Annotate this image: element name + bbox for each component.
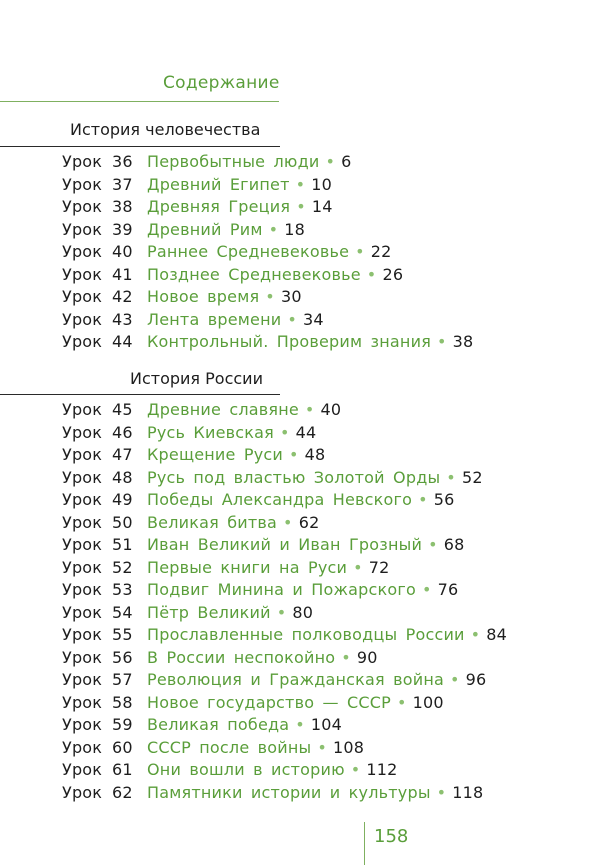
- lesson-row: [62, 399, 507, 422]
- lesson-number: 43: [112, 309, 133, 329]
- lesson-number: 46: [112, 422, 133, 442]
- bullet-separator: •: [295, 715, 305, 734]
- lesson-row: [62, 422, 507, 445]
- lesson-title: Великая победа: [147, 715, 290, 734]
- lesson-word: Урок: [62, 670, 103, 689]
- lesson-page: 76: [437, 580, 459, 599]
- bullet-separator: •: [350, 760, 361, 779]
- lesson-word: Урок: [62, 309, 103, 329]
- lesson-page: 100: [412, 692, 444, 712]
- lesson-number: 57: [112, 670, 133, 689]
- lesson-number: 51: [112, 535, 133, 554]
- section-divider: [0, 394, 280, 395]
- bullet-separator: •: [436, 782, 447, 802]
- lesson-page: 44: [295, 422, 317, 442]
- lesson-number: 58: [112, 692, 133, 712]
- lesson-word: Урок: [62, 242, 103, 261]
- lesson-title: Контрольный. Проверим знания: [147, 332, 432, 351]
- lesson-number: 49: [112, 490, 133, 509]
- lesson-number: 44: [112, 332, 133, 351]
- lesson-title: СССР после войны: [147, 737, 312, 757]
- lesson-word: Урок: [62, 422, 103, 442]
- bullet-separator: •: [450, 670, 460, 689]
- lesson-word: Урок: [62, 512, 103, 532]
- bullet-separator: •: [295, 174, 306, 194]
- lesson-row: [62, 782, 507, 805]
- bullet-separator: •: [296, 197, 306, 216]
- lesson-number: 47: [112, 445, 133, 464]
- lesson-word: Урок: [62, 625, 103, 644]
- bullet-separator: •: [396, 692, 407, 712]
- lesson-row: [62, 669, 507, 692]
- lesson-row: [62, 692, 507, 715]
- lesson-row: [62, 557, 507, 580]
- lesson-list-world-history: [62, 151, 473, 354]
- lesson-title: Новое государство — СССР: [147, 692, 391, 712]
- lesson-word: Урок: [62, 287, 103, 306]
- lesson-row: [62, 737, 507, 760]
- lesson-title: Первобытные люди: [147, 152, 320, 171]
- lesson-title: Революция и Гражданская война: [147, 670, 445, 689]
- lesson-number: 38: [112, 197, 133, 216]
- lesson-row: [62, 579, 507, 602]
- bullet-separator: •: [421, 580, 432, 599]
- bullet-separator: •: [276, 602, 287, 622]
- lesson-title: Раннее Средневековье: [147, 242, 350, 261]
- lesson-number: 39: [112, 219, 133, 239]
- lesson-page: 10: [311, 174, 333, 194]
- lesson-number: 42: [112, 287, 133, 306]
- lesson-word: Урок: [62, 602, 103, 622]
- lesson-page: 84: [486, 625, 508, 644]
- lesson-row: [62, 444, 507, 467]
- lesson-page: 118: [452, 782, 484, 802]
- lesson-page: 72: [368, 557, 390, 577]
- lesson-page: 104: [310, 715, 343, 734]
- lesson-page: 90: [356, 647, 378, 667]
- lesson-page: 38: [452, 332, 474, 351]
- lesson-page: 68: [443, 535, 465, 554]
- bullet-separator: •: [325, 152, 336, 171]
- lesson-title: Древние славяне: [147, 400, 299, 419]
- lesson-title: Позднее Средневековье: [147, 264, 361, 284]
- lesson-title: Русь Киевская: [147, 422, 274, 442]
- lesson-word: Урок: [62, 467, 103, 487]
- lesson-word: Урок: [62, 737, 103, 757]
- lesson-title: Пётр Великий: [147, 602, 271, 622]
- bullet-separator: •: [287, 309, 297, 329]
- lesson-title: Первые книги на Руси: [147, 557, 348, 577]
- footer-divider: [364, 822, 365, 865]
- lesson-word: Урок: [62, 647, 103, 667]
- bullet-separator: •: [268, 219, 279, 239]
- lesson-page: 108: [333, 737, 365, 757]
- contents-title: Содержание: [163, 73, 280, 93]
- lesson-word: Урок: [62, 445, 103, 464]
- title-divider: [0, 101, 279, 102]
- lesson-row: [62, 151, 473, 174]
- lesson-title: Древний Египет: [147, 174, 290, 194]
- lesson-word: Урок: [62, 400, 103, 419]
- lesson-page: 96: [465, 670, 487, 689]
- lesson-number: 55: [112, 625, 133, 644]
- lesson-word: Урок: [62, 535, 103, 554]
- lesson-row: [62, 512, 507, 535]
- bullet-separator: •: [265, 287, 275, 306]
- lesson-row: [62, 174, 473, 197]
- section-divider: [0, 146, 280, 147]
- lesson-number: 52: [112, 557, 133, 577]
- bullet-separator: •: [366, 264, 377, 284]
- lesson-page: 112: [366, 760, 398, 779]
- lesson-number: 50: [112, 512, 133, 532]
- lesson-number: 61: [112, 760, 133, 779]
- lesson-word: Урок: [62, 692, 103, 712]
- lesson-number: 48: [112, 467, 133, 487]
- lesson-number: 59: [112, 715, 133, 734]
- lesson-row: [62, 309, 473, 332]
- lesson-page: 26: [382, 264, 404, 284]
- lesson-row: [62, 331, 473, 354]
- lesson-page: 52: [461, 467, 483, 487]
- lesson-number: 53: [112, 580, 133, 599]
- lesson-word: Урок: [62, 174, 103, 194]
- bullet-separator: •: [279, 422, 290, 442]
- page-number: 158: [374, 826, 409, 847]
- bullet-separator: •: [341, 647, 351, 667]
- lesson-word: Урок: [62, 197, 103, 216]
- lesson-number: 54: [112, 602, 133, 622]
- lesson-number: 45: [112, 400, 133, 419]
- lesson-row: [62, 286, 473, 309]
- lesson-word: Урок: [62, 760, 103, 779]
- lesson-word: Урок: [62, 782, 103, 802]
- lesson-number: 36: [112, 152, 133, 171]
- lesson-word: Урок: [62, 152, 103, 171]
- lesson-list-russia-history: [62, 399, 507, 804]
- lesson-title: В России неспокойно: [147, 647, 336, 667]
- bullet-separator: •: [470, 625, 481, 644]
- lesson-page: 40: [320, 400, 342, 419]
- lesson-row: [62, 219, 473, 242]
- bullet-separator: •: [317, 737, 328, 757]
- lesson-title: Иван Великий и Иван Грозный: [147, 535, 423, 554]
- lesson-word: Урок: [62, 580, 103, 599]
- lesson-row: [62, 714, 507, 737]
- lesson-number: 37: [112, 174, 133, 194]
- lesson-page: 6: [341, 152, 352, 171]
- lesson-word: Урок: [62, 715, 103, 734]
- lesson-row: [62, 624, 507, 647]
- section-heading-world-history: История человечества: [70, 120, 261, 139]
- bullet-separator: •: [446, 467, 456, 487]
- lesson-page: 34: [303, 309, 324, 329]
- lesson-page: 62: [298, 512, 320, 532]
- lesson-word: Урок: [62, 557, 103, 577]
- bullet-separator: •: [437, 332, 447, 351]
- lesson-title: Памятники истории и культуры: [147, 782, 431, 802]
- lesson-title: Лента времени: [147, 309, 282, 329]
- bullet-separator: •: [304, 400, 315, 419]
- lesson-number: 41: [112, 264, 133, 284]
- lesson-title: Великая битва: [147, 512, 278, 532]
- lesson-row: [62, 264, 473, 287]
- lesson-row: [62, 467, 507, 490]
- lesson-title: Крещение Руси: [147, 445, 283, 464]
- bullet-separator: •: [418, 490, 428, 509]
- lesson-row: [62, 647, 507, 670]
- lesson-number: 40: [112, 242, 133, 261]
- lesson-title: Новое время: [147, 287, 260, 306]
- lesson-page: 48: [304, 445, 326, 464]
- section-heading-russia-history: История России: [130, 369, 263, 388]
- lesson-word: Урок: [62, 219, 103, 239]
- lesson-title: Древний Рим: [147, 219, 263, 239]
- lesson-row: [62, 602, 507, 625]
- bullet-separator: •: [428, 535, 438, 554]
- lesson-number: 56: [112, 647, 133, 667]
- lesson-title: Подвиг Минина и Пожарского: [147, 580, 416, 599]
- lesson-number: 62: [112, 782, 133, 802]
- lesson-row: [62, 489, 507, 512]
- lesson-title: Древняя Греция: [147, 197, 291, 216]
- lesson-word: Урок: [62, 332, 103, 351]
- lesson-page: 22: [370, 242, 392, 261]
- lesson-row: [62, 534, 507, 557]
- bullet-separator: •: [353, 557, 363, 577]
- lesson-title: Русь под властью Золотой Орды: [147, 467, 441, 487]
- lesson-title: Победы Александра Невского: [147, 490, 413, 509]
- lesson-title: Они вошли в историю: [147, 760, 345, 779]
- lesson-page: 14: [311, 197, 333, 216]
- lesson-page: 56: [433, 490, 455, 509]
- lesson-title: Прославленные полководцы России: [147, 625, 465, 644]
- lesson-word: Урок: [62, 264, 103, 284]
- lesson-word: Урок: [62, 490, 103, 509]
- lesson-row: [62, 241, 473, 264]
- lesson-number: 60: [112, 737, 133, 757]
- lesson-page: 80: [292, 602, 314, 622]
- lesson-page: 18: [284, 219, 305, 239]
- bullet-separator: •: [355, 242, 365, 261]
- lesson-row: [62, 196, 473, 219]
- bullet-separator: •: [288, 445, 299, 464]
- bullet-separator: •: [283, 512, 293, 532]
- lesson-page: 30: [280, 287, 302, 306]
- lesson-row: [62, 759, 507, 782]
